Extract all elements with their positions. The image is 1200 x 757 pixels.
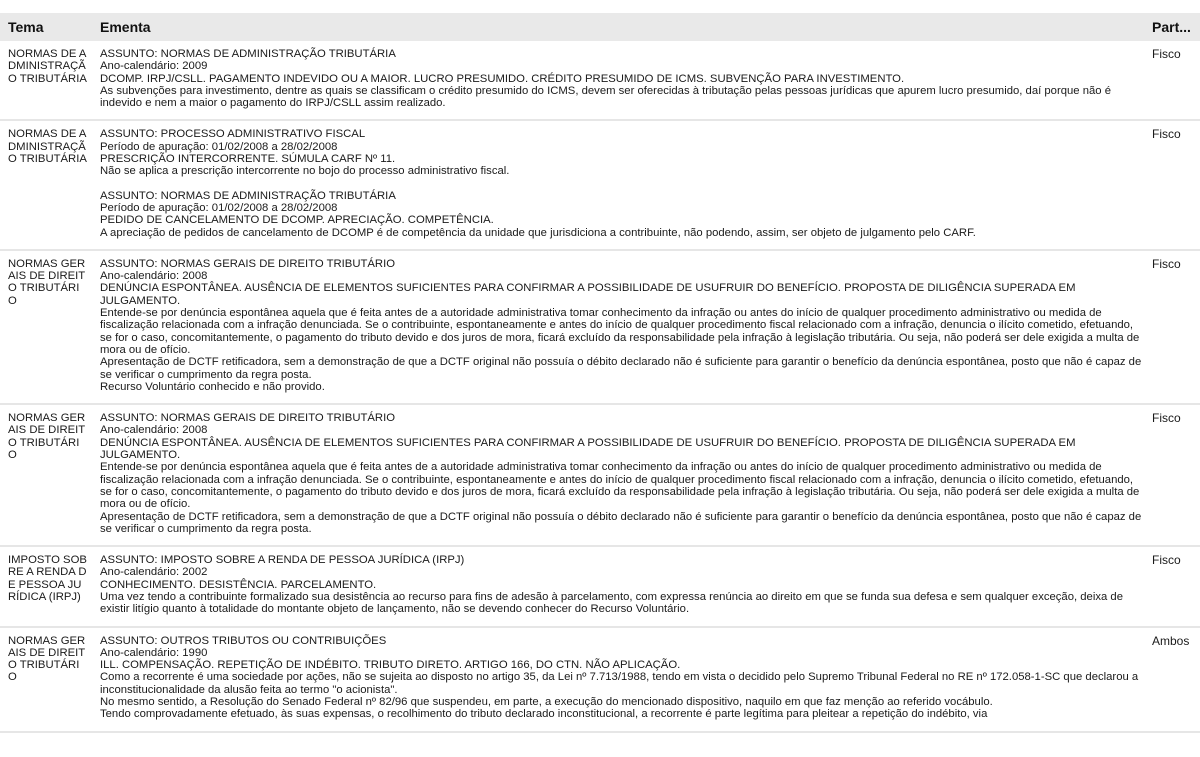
ementa-line: Ano-calendário: 2009 [100, 60, 208, 73]
ementa-cell [92, 48, 1144, 109]
ementa-cell [92, 128, 1144, 238]
tema-cell: NORMAS GERAIS DE DIREITO TRIBUTÁRIO [8, 257, 86, 307]
ementa-line: A apreciação de pedidos de cancelamento de DCOMP é de competência da unidade que jurisdiciona a contribuinte, não podendo, assim, ser objeto de julgamento pelo CARF. [100, 226, 976, 239]
ementa-line: PEDIDO DE CANCELAMENTO DE DCOMP. APRECIAÇÃO. COMPETÊNCIA. [100, 214, 494, 227]
tema-cell: NORMAS DE ADMINISTRAÇÃO TRIBUTÁRIA [8, 48, 87, 85]
column-header-ementa[interactable]: Ementa [100, 19, 151, 35]
ementa-line: ASSUNTO: IMPOSTO SOBRE A RENDA DE PESSOA JURÍDICA (IRPJ) [100, 554, 465, 567]
ementa-cell [92, 412, 1144, 535]
part-cell: Fisco [1152, 128, 1181, 142]
ementa-line: Recurso Voluntário conhecido e não provido. [100, 380, 325, 393]
ementa-line: Ano-calendário: 2002 [100, 566, 208, 579]
ementa-line: As subvenções para investimento, dentre as quais se classificam o crédito presumido do ICMS, devem ser oferecidas à tributação pelas pessoas jurídicas que apurem lucro presumido, daí porque não é indevido e nem a maior o pagamento do IRPJ/CSLL assim realizado. [100, 84, 1111, 110]
ementa-cell [92, 258, 1144, 393]
column-header-part[interactable]: Part... [1152, 19, 1191, 35]
ementa-line: Não se aplica a prescrição intercorrente no bojo do processo administrativo fiscal. [100, 165, 510, 178]
ementa-line: Entende-se por denúncia espontânea aquela que é feita antes de a autoridade administrativa tomar conhecimento da infração ou antes do início de qualquer procedimento administrativo ou medida de fiscalização relacionada com a infração denunciada. Se o contribuinte, espontaneamente e antes do início de qualquer procedimento fiscal relacionado com a infração, denuncia o ilícito cometido, efetuando, se for o caso, concomitantemente, o pagamento do tributo devido e dos juros de mora, ficará excluído da responsabilidade pela infração à legislação tributária. Ou seja, não poderá ser dele exigida a multa de mora ou de ofício. [100, 461, 1140, 511]
ementa-cell [92, 635, 1144, 721]
ementa-line: Período de apuração: 01/02/2008 a 28/02/2008 [100, 201, 338, 214]
tema-cell: NORMAS GERAIS DE DIREITO TRIBUTÁRIO [8, 634, 86, 684]
ementa-cell [92, 554, 1144, 615]
ementa-line: DENÚNCIA ESPONTÂNEA. AUSÊNCIA DE ELEMENTOS SUFICIENTES PARA CONFIRMAR A POSSIBILIDADE DE USUFRUIR DO BENEFÍCIO. PROPOSTA DE DILIGÊNCIA SUPERADA EM JULGAMENTO. [100, 436, 1076, 462]
ementa-line: ASSUNTO: NORMAS DE ADMINISTRAÇÃO TRIBUTÁRIA [100, 48, 396, 60]
part-cell: Fisco [1152, 48, 1181, 61]
table-row[interactable] [0, 547, 1200, 627]
ementa-line: No mesmo sentido, a Resolução do Senado Federal nº 82/96 que suspendeu, em parte, a execução do mencionado dispositivo, naquilo em que faz menção ao referido vocábulo. [100, 696, 993, 709]
part-cell: Fisco [1152, 412, 1181, 426]
ementa-line: DCOMP. IRPJ/CSLL. PAGAMENTO INDEVIDO OU A MAIOR. LUCRO PRESUMIDO. CRÉDITO PRESUMIDO DE ICMS. SUBVENÇÃO PARA INVESTIMENTO. [100, 72, 905, 85]
ementa-line: Ano-calendário: 2008 [100, 424, 208, 437]
part-cell: Fisco [1152, 257, 1181, 271]
ementa-line: ASSUNTO: NORMAS GERAIS DE DIREITO TRIBUTÁRIO [100, 412, 396, 425]
ementa-line: PRESCRIÇÃO INTERCORRENTE. SÚMULA CARF Nº 11. [100, 153, 396, 166]
ementa-line: Como a recorrente é uma sociedade por ações, não se sujeita ao disposto no artigo 35, da Lei nº 7.713/1988, tendo em vista o decidido pelo Supremo Tribunal Federal no RE nº 172.058-1-SC que declarou a inconstitucionalidade da alusão feita ao termo "o acionista". [100, 671, 1139, 696]
tema-cell: IMPOSTO SOBRE A RENDA DE PESSOA JURÍDICA (IRPJ) [8, 554, 87, 603]
ementa-line: Período de apuração: 01/02/2008 a 28/02/2008 [100, 140, 338, 153]
table-row[interactable] [0, 405, 1200, 547]
ementa-line: Apresentação de DCTF retificadora, sem a demonstração de que a DCTF original não possuía o débito declarado não é suficiente para garantir o benefício da denúncia espontânea, posto que não é capaz de se verificar o cumprimento da regra posta. [100, 356, 1142, 381]
tema-cell: NORMAS GERAIS DE DIREITO TRIBUTÁRIO [8, 412, 86, 462]
ementa-line: ASSUNTO: OUTROS TRIBUTOS OU CONTRIBUIÇÕES [100, 634, 387, 647]
ementa-line: Uma vez tendo a contribuinte formalizado sua desistência ao recurso para fins de adesão à parcelamento, com expressa renúncia ao direito em que se funda sua defesa e sem qualquer exceção, deixa de existir litígio quanto à totalidade do montante objeto de lançamento, não se devendo conhecer do Recurso Voluntário. [100, 590, 1123, 616]
table-row[interactable] [0, 628, 1200, 733]
ementa-line: ASSUNTO: NORMAS DE ADMINISTRAÇÃO TRIBUTÁRIA [100, 189, 396, 202]
table-row[interactable] [0, 251, 1200, 405]
ementa-line: ILL. COMPENSAÇÃO. REPETIÇÃO DE INDÉBITO. TRIBUTO DIRETO. ARTIGO 166, DO CTN. NÃO APLICAÇÃO. [100, 659, 681, 672]
part-cell: Ambos [1152, 634, 1190, 648]
ementa-line: ASSUNTO: PROCESSO ADMINISTRATIVO FISCAL [100, 128, 366, 141]
table-row[interactable] [0, 41, 1200, 121]
ementa-line: Ano-calendário: 1990 [100, 646, 208, 659]
ementa-line: CONHECIMENTO. DESISTÊNCIA. PARCELAMENTO. [100, 578, 377, 591]
tema-cell: NORMAS DE ADMINISTRAÇÃO TRIBUTÁRIA [8, 128, 87, 166]
ementa-line: Entende-se por denúncia espontânea aquela que é feita antes de a autoridade administrativa tomar conhecimento da infração ou antes do início de qualquer procedimento administrativo ou medida de fiscalização relacionada com a infração denunciada. Se o contribuinte, espontaneamente e antes do início de qualquer procedimento fiscal relacionado com a infração, denuncia o ilícito cometido, efetuando, se for o caso, concomitantemente, o pagamento do tributo devido e dos juros de mora, ficará excluído da responsabilidade pela infração à legislação tributária. Ou seja, não poderá ser dele exigida a multa de mora ou de ofício. [100, 307, 1140, 356]
ementa-line: ASSUNTO: NORMAS GERAIS DE DIREITO TRIBUTÁRIO [100, 257, 396, 270]
table-row[interactable] [0, 121, 1200, 250]
paragraph-spacer [100, 178, 1144, 190]
results-table [0, 13, 1200, 733]
table-body [0, 41, 1200, 733]
ementa-line: Apresentação de DCTF retificadora, sem a demonstração de que a DCTF original não possuía o débito declarado não é suficiente para garantir o benefício da denúncia espontânea, posto que não é capaz de se verificar o cumprimento da regra posta. [100, 510, 1142, 535]
part-cell: Fisco [1152, 554, 1181, 568]
column-header-tema[interactable]: Tema [8, 19, 44, 35]
ementa-line: Ano-calendário: 2008 [100, 270, 208, 283]
ementa-line: Tendo comprovadamente efetuado, às suas expensas, o recolhimento do tributo declarado inconstitucional, a recorrente é parte legítima para pleitear a repetição do indébito, via [100, 708, 988, 721]
ementa-line: DENÚNCIA ESPONTÂNEA. AUSÊNCIA DE ELEMENTOS SUFICIENTES PARA CONFIRMAR A POSSIBILIDADE DE USUFRUIR DO BENEFÍCIO. PROPOSTA DE DILIGÊNCIA SUPERADA EM JULGAMENTO. [100, 282, 1076, 307]
table-header [0, 13, 1200, 41]
